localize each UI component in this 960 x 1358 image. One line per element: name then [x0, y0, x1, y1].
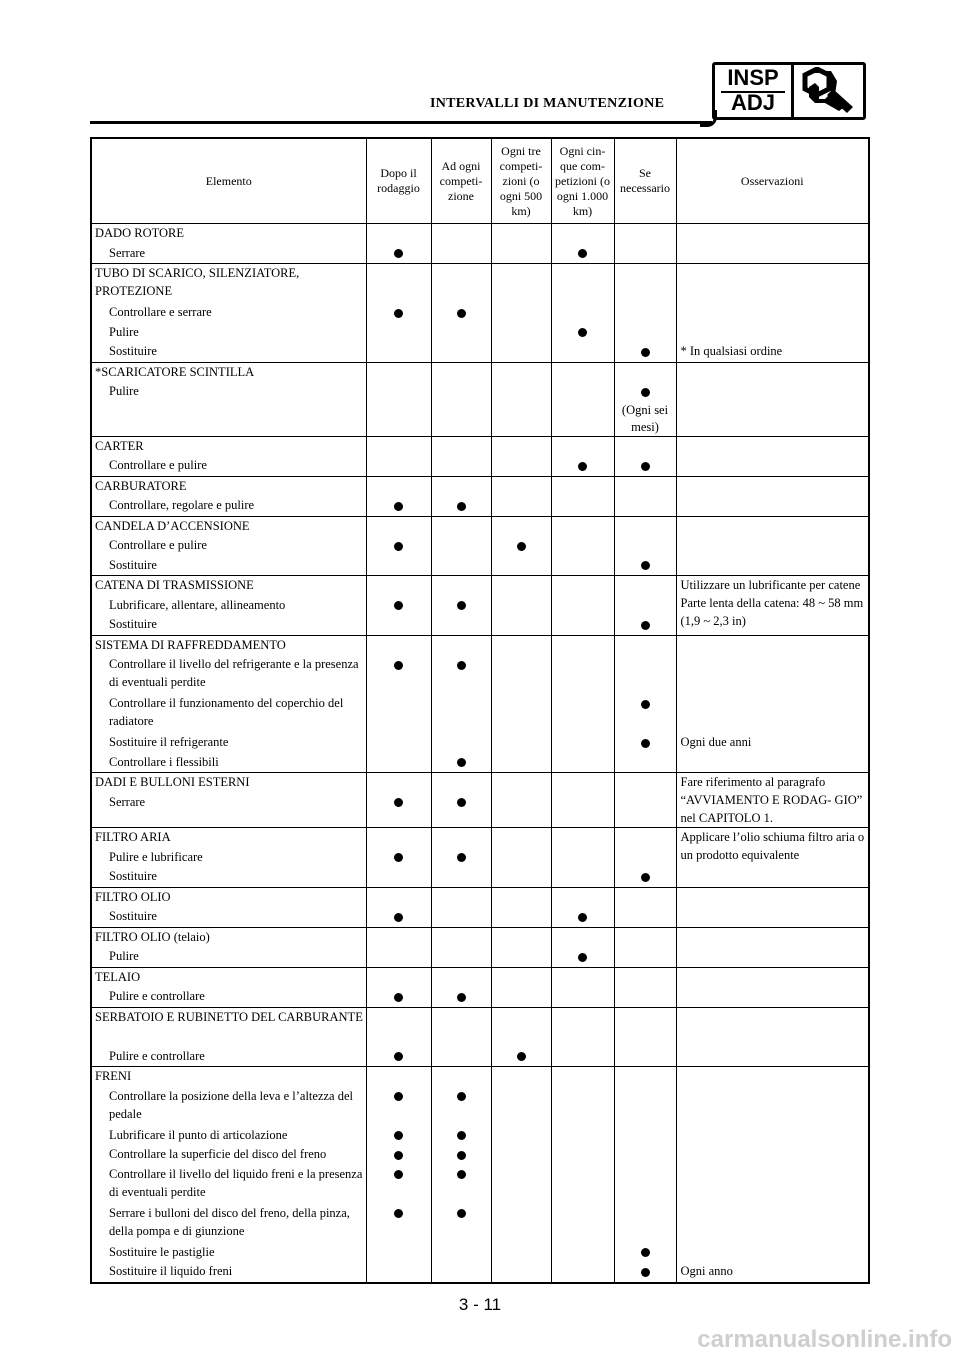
element-cell: [91, 436, 366, 476]
observations-cell: [676, 773, 869, 828]
observations-cell: [676, 224, 869, 264]
group-title: TELAIO: [95, 969, 141, 984]
bullet-mark: [394, 601, 403, 610]
interval-cell: [614, 576, 676, 636]
interval-cell: [551, 476, 614, 516]
interval-cell: [614, 224, 676, 264]
item-label: Pulire: [109, 384, 139, 398]
item-label: Controllare la superficie del disco del freno: [109, 1147, 327, 1161]
interval-cell: [491, 635, 551, 773]
item-label: Controllare il livello del liquido freni e la presenza di eventuali perdite: [109, 1166, 363, 1199]
group-title: CANDELA D’ACCENSIONE: [95, 518, 250, 533]
interval-cell: [366, 516, 431, 576]
col-header: Ogni tre competi- zioni (o ogni 500 km): [491, 138, 551, 224]
group-title: DADO ROTORE: [95, 226, 185, 240]
item-label: Pulire e controllare: [109, 1048, 205, 1063]
col-header: Ad ogni competi- zione: [431, 138, 491, 224]
wrench-icon: [795, 67, 861, 115]
interval-cell: [551, 264, 614, 363]
interval-cell: [614, 773, 676, 828]
watermark: carmanualsonline.info: [697, 1326, 952, 1353]
element-cell: [91, 224, 366, 264]
interval-cell: [614, 828, 676, 888]
item-label: Sostituire: [109, 344, 157, 358]
item-label: Controllare, regolare e pulire: [109, 498, 255, 512]
interval-cell: [551, 1067, 614, 1283]
bullet-mark: [641, 1268, 650, 1277]
interval-cell: [551, 967, 614, 1007]
group-title: FRENI: [95, 1069, 132, 1083]
bullet-mark: [641, 739, 650, 748]
interval-cell: [551, 927, 614, 967]
interval-cell: [551, 1007, 614, 1067]
interval-cell: [366, 264, 431, 363]
bullet-mark: [517, 1052, 526, 1061]
interval-cell: [491, 1067, 551, 1283]
interval-cell: [431, 1007, 491, 1067]
element-cell: [91, 773, 366, 828]
bullet-mark: [578, 328, 587, 337]
bullet-mark: [578, 462, 587, 471]
item-label: Sostituire: [109, 557, 157, 572]
observations-cell: [676, 1067, 869, 1283]
observation-text: Utilizzare un lubrificante per catene Parte lenta della catena: 48 ~ 58 mm (1,9 ~ 2,3 in): [680, 578, 864, 628]
interval-cell: [366, 635, 431, 773]
observation-text: Ogni anno: [680, 1264, 733, 1278]
maintenance-table: [90, 137, 870, 1284]
interval-cell: [431, 828, 491, 888]
group-title: SISTEMA DI RAFFREDDAMENTO: [95, 637, 286, 652]
bullet-mark: [394, 993, 403, 1002]
bullet-mark: [457, 1131, 466, 1140]
interval-cell: [366, 927, 431, 967]
interval-cell: [491, 576, 551, 636]
interval-cell: [431, 576, 491, 636]
observation-text: Fare riferimento al paragrafo “AVVIAMENTO E RODAG- GIO” nel CAPITOLO 1.: [680, 775, 863, 825]
interval-cell: [551, 576, 614, 636]
interval-cell: [614, 887, 676, 927]
element-cell: [91, 967, 366, 1007]
interval-cell: [366, 576, 431, 636]
interval-cell: [431, 264, 491, 363]
observation-text: Applicare l’olio schiuma filtro aria o un prodotto equivalente: [680, 830, 865, 862]
table-row: [91, 516, 869, 576]
interval-cell: [614, 362, 676, 436]
interval-cell: [491, 887, 551, 927]
bullet-mark: [394, 661, 403, 670]
item-label: Sostituire: [109, 909, 157, 923]
element-cell: [91, 1067, 366, 1283]
bullet-mark: [394, 798, 403, 807]
bullet-mark: [457, 993, 466, 1002]
interval-cell: [551, 887, 614, 927]
bullet-mark: [578, 953, 587, 962]
interval-cell: [491, 516, 551, 576]
element-cell: [91, 927, 366, 967]
interval-cell: [491, 927, 551, 967]
interval-cell: [366, 773, 431, 828]
bullet-mark: [394, 1052, 403, 1061]
observations-cell: [676, 436, 869, 476]
item-label: Sostituire le pastiglie: [109, 1244, 215, 1259]
interval-cell: [431, 773, 491, 828]
table-row: [91, 1007, 869, 1067]
bullet-mark: [517, 542, 526, 551]
bullet-mark: [394, 502, 403, 511]
interval-cell: [491, 967, 551, 1007]
observations-cell: [676, 967, 869, 1007]
interval-cell: [366, 436, 431, 476]
interval-cell: [431, 927, 491, 967]
interval-cell: [366, 828, 431, 888]
bullet-mark: [641, 1248, 650, 1257]
bullet-mark: [394, 542, 403, 551]
bullet-mark: [578, 913, 587, 922]
interval-cell: [551, 635, 614, 773]
bullet-mark: [641, 348, 650, 357]
bullet-mark: [457, 1209, 466, 1218]
observations-cell: [676, 516, 869, 576]
interval-note: (Ogni sei mesi): [621, 402, 669, 434]
interval-cell: [431, 362, 491, 436]
item-label: Lubrificare, allentare, allineamento: [109, 597, 286, 612]
table-row: [91, 828, 869, 888]
bullet-mark: [457, 1170, 466, 1179]
table-row: [91, 773, 869, 828]
observations-cell: [676, 887, 869, 927]
item-label: Sostituire il refrigerante: [109, 735, 229, 749]
group-title: SERBATOIO E RUBINETTO DEL CARBURANTE: [95, 1009, 363, 1024]
observations-cell: [676, 927, 869, 967]
interval-cell: [491, 264, 551, 363]
bullet-mark: [457, 502, 466, 511]
table-row: [91, 436, 869, 476]
observations-cell: [676, 476, 869, 516]
item-label: Pulire e controllare: [109, 989, 205, 1003]
bullet-mark: [457, 601, 466, 610]
element-cell: [91, 887, 366, 927]
bullet-mark: [641, 462, 650, 471]
observations-cell: [676, 1007, 869, 1067]
bullet-mark: [394, 853, 403, 862]
table-row: [91, 927, 869, 967]
element-cell: [91, 576, 366, 636]
interval-cell: [431, 516, 491, 576]
table-header-row: [91, 138, 869, 224]
col-header: Osservazioni: [676, 138, 869, 224]
element-cell: [91, 476, 366, 516]
interval-cell: [491, 362, 551, 436]
bullet-mark: [457, 798, 466, 807]
item-label: Serrare: [109, 245, 146, 260]
bullet-mark: [578, 249, 587, 258]
interval-cell: [551, 362, 614, 436]
interval-cell: [431, 635, 491, 773]
table-row: [91, 224, 869, 264]
interval-cell: [366, 1067, 431, 1283]
table-row: [91, 887, 869, 927]
col-header: Se necessario: [614, 138, 676, 224]
interval-cell: [551, 773, 614, 828]
table-row: [91, 264, 869, 363]
item-label: Controllare e pulire: [109, 458, 207, 472]
interval-cell: [491, 828, 551, 888]
item-label: Pulire: [109, 949, 139, 963]
group-title: CATENA DI TRASMISSIONE: [95, 578, 254, 592]
item-label: Sostituire il liquido freni: [109, 1264, 233, 1278]
bullet-mark: [457, 309, 466, 318]
item-label: Serrare i bulloni del disco del freno, della pinza, della pompa e di giunzione: [109, 1205, 350, 1238]
group-title: DADI E BULLONI ESTERNI: [95, 775, 250, 789]
group-title: CARTER: [95, 438, 144, 453]
bullet-mark: [641, 700, 650, 709]
header-rule: [90, 121, 712, 124]
item-label: Pulire e lubrificare: [109, 849, 203, 864]
interval-cell: [614, 1067, 676, 1283]
interval-cell: [431, 887, 491, 927]
interval-cell: [614, 436, 676, 476]
observations-cell: [676, 828, 869, 888]
interval-cell: [366, 887, 431, 927]
observations-cell: [676, 362, 869, 436]
col-header: Ogni cin- que com- petizioni (o ogni 1.000 km): [551, 138, 614, 224]
interval-cell: [614, 516, 676, 576]
bullet-mark: [394, 1092, 403, 1101]
item-label: Serrare: [109, 794, 146, 809]
bullet-mark: [641, 873, 650, 882]
group-title: FILTRO OLIO (telaio): [95, 929, 210, 944]
interval-cell: [491, 224, 551, 264]
interval-cell: [614, 1007, 676, 1067]
group-title: FILTRO OLIO: [95, 889, 171, 904]
bullet-mark: [641, 561, 650, 570]
element-cell: [91, 516, 366, 576]
item-label: Controllare i flessibili: [109, 754, 219, 769]
bullet-mark: [457, 1151, 466, 1160]
element-cell: [91, 1007, 366, 1067]
bullet-mark: [457, 661, 466, 670]
bullet-mark: [457, 1092, 466, 1101]
interval-cell: [491, 476, 551, 516]
interval-cell: [431, 1067, 491, 1283]
page-title: INTERVALLI DI MANUTENZIONE: [430, 96, 665, 111]
bullet-mark: [641, 621, 650, 630]
interval-cell: [551, 224, 614, 264]
interval-cell: [431, 476, 491, 516]
table-row: [91, 476, 869, 516]
interval-cell: [431, 224, 491, 264]
table-row: [91, 1067, 869, 1283]
interval-cell: [366, 967, 431, 1007]
interval-cell: [491, 436, 551, 476]
element-cell: [91, 828, 366, 888]
interval-cell: [614, 264, 676, 363]
item-label: Controllare il livello del refrigerante e la presenza di eventuali perdite: [109, 657, 359, 689]
bullet-mark: [394, 1131, 403, 1140]
item-label: Pulire: [109, 324, 139, 339]
bullet-mark: [394, 249, 403, 258]
group-title: CARBURATORE: [95, 478, 187, 493]
interval-cell: [551, 828, 614, 888]
bullet-mark: [457, 853, 466, 862]
interval-cell: [431, 967, 491, 1007]
table-row: [91, 576, 869, 636]
item-label: Sostituire: [109, 869, 157, 883]
table-row: [91, 967, 869, 1007]
bullet-mark: [641, 388, 650, 397]
interval-cell: [431, 436, 491, 476]
observations-cell: [676, 264, 869, 363]
bullet-mark: [394, 913, 403, 922]
item-label: Sostituire: [109, 617, 157, 631]
group-title: *SCARICATORE SCINTILLA: [95, 364, 255, 379]
observations-cell: [676, 635, 869, 773]
bullet-mark: [457, 758, 466, 767]
bullet-mark: [394, 309, 403, 318]
interval-cell: [491, 1007, 551, 1067]
interval-cell: [366, 476, 431, 516]
interval-cell: [614, 476, 676, 516]
observations-cell: [676, 576, 869, 636]
bullet-mark: [394, 1151, 403, 1160]
observation-text: * In qualsiasi ordine: [680, 344, 783, 358]
bullet-mark: [394, 1209, 403, 1218]
element-cell: [91, 264, 366, 363]
item-label: Controllare e pulire: [109, 538, 207, 552]
group-title: TUBO DI SCARICO, SILENZIATORE, PROTEZIONE: [95, 266, 300, 298]
group-title: FILTRO ARIA: [95, 830, 171, 844]
interval-cell: [491, 773, 551, 828]
col-header: Dopo il rodaggio: [366, 138, 431, 224]
badge-adj-label: ADJ: [730, 90, 775, 115]
bullet-mark: [394, 1170, 403, 1179]
item-label: Lubrificare il punto di articolazione: [109, 1127, 288, 1142]
item-label: Controllare il funzionamento del coperchio del radiatore: [109, 696, 344, 728]
col-header: Elemento: [91, 138, 366, 224]
interval-cell: [551, 516, 614, 576]
table-row: [91, 362, 869, 436]
table-row: [91, 635, 869, 773]
interval-cell: [614, 635, 676, 773]
element-cell: [91, 635, 366, 773]
page-number: 3 - 11: [458, 1295, 502, 1314]
interval-cell: [366, 362, 431, 436]
badge-insp-label: INSP: [727, 65, 779, 90]
interval-cell: [614, 927, 676, 967]
observation-text: Ogni due anni: [680, 735, 752, 749]
interval-cell: [366, 1007, 431, 1067]
item-label: Controllare la posizione della leva e l’altezza del pedale: [109, 1088, 353, 1121]
interval-cell: [551, 436, 614, 476]
interval-cell: [614, 967, 676, 1007]
item-label: Controllare e serrare: [109, 305, 212, 319]
insp-adj-badge: [712, 62, 866, 120]
interval-cell: [366, 224, 431, 264]
element-cell: [91, 362, 366, 436]
